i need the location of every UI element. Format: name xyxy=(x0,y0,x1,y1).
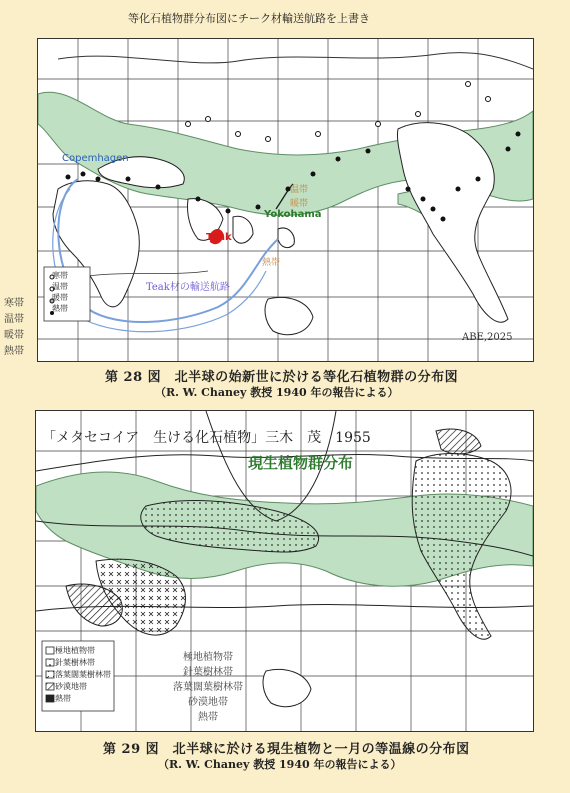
legend-box-item: 落葉闊葉樹林帯 xyxy=(55,670,111,679)
legend-box-item: 針葉樹林帯 xyxy=(55,658,95,667)
teak-label: Teak xyxy=(206,232,232,243)
copenhagen-label: Copemhagen xyxy=(62,153,129,164)
legend-item: 寒帯 xyxy=(52,271,68,280)
credit-label: ABE,2025 xyxy=(462,332,513,343)
side-legend-item: 温帯 xyxy=(4,314,24,325)
temperate-zone-label: 温帯 xyxy=(290,185,309,195)
legend-box-item: 極地植物帯 xyxy=(55,646,95,655)
legend-item: 熱帯 xyxy=(52,304,68,313)
overlay-legend-item: 砂漠地帯 xyxy=(188,697,228,708)
figure28-caption: 第 28 図 北半球の始新世に於ける等化石植物群の分布図 xyxy=(105,370,459,385)
side-legend-item: 熱帯 xyxy=(4,346,24,357)
map2-legend-items xyxy=(55,645,111,705)
overlay-legend-item: 熱帯 xyxy=(198,712,218,723)
legend-item: 温帯 xyxy=(52,282,68,291)
overlay-legend-item: 落葉闊葉樹林帯 xyxy=(173,682,243,693)
side-legend-item: 暖帯 xyxy=(4,330,24,341)
tropical-zone-label: 熱帯 xyxy=(262,258,281,268)
warm-zone-label: 暖帯 xyxy=(290,199,309,209)
route-label: Teak材の輸送航路 xyxy=(146,282,230,293)
overlay-legend-item: 極地植物帯 xyxy=(183,652,233,663)
yokohama-label: Yokohama xyxy=(264,209,322,220)
modern-flora-title: 現生植物群分布 xyxy=(248,454,354,472)
map2-overlay-legend xyxy=(173,650,243,725)
side-legend-item: 寒帯 xyxy=(4,298,24,309)
eocene-flora-map xyxy=(37,38,534,362)
figure28-subcaption: （R. W. Chaney 教授 1940 年の報告による） xyxy=(155,386,399,399)
overlay-legend-item: 針葉樹林帯 xyxy=(183,667,233,678)
legend-box-item: 熱帯 xyxy=(55,694,71,703)
figure29-subcaption: （R. W. Chaney 教授 1940 年の報告による） xyxy=(158,758,402,771)
book-reference-title: 「メタセコイア 生ける化石植物」三木 茂 1955 xyxy=(42,430,371,446)
legend-item: 暖帯 xyxy=(52,293,68,302)
figure29-caption: 第 29 図 北半球に於ける現生植物と一月の等温線の分布図 xyxy=(103,742,470,757)
legend-box-item: 砂漠地帯 xyxy=(55,682,87,691)
side-climate-legend xyxy=(4,296,24,360)
map1-legend-items xyxy=(52,270,68,314)
header-note: 等化石植物群分布図にチーク材輸送航路を上書き xyxy=(128,12,370,25)
